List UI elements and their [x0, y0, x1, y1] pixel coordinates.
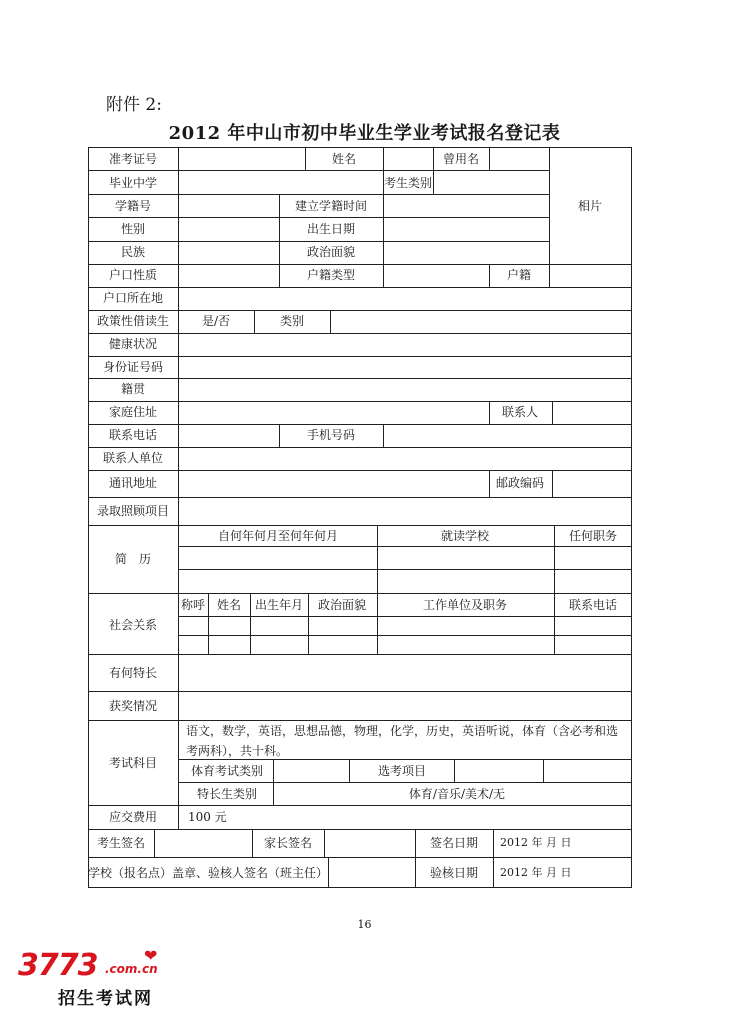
grid-line — [415, 857, 416, 888]
grid-line — [88, 447, 632, 448]
grid-line — [330, 310, 331, 333]
label-social: 社会关系 — [108, 618, 158, 632]
label-sign-date: 签名日期 — [429, 836, 479, 850]
label-health: 健康状况 — [108, 337, 158, 351]
label-political-status: 政治面貌 — [306, 245, 356, 259]
grid-line — [349, 759, 350, 782]
col-relation: 称呼 — [180, 598, 206, 612]
col-political: 政治面貌 — [317, 598, 367, 612]
label-birth-date: 出生日期 — [306, 222, 356, 236]
grid-line — [88, 525, 632, 526]
label-postal-code: 邮政编码 — [495, 476, 545, 490]
grid-line — [88, 333, 632, 334]
grid-line — [88, 401, 632, 402]
grid-line — [154, 829, 155, 857]
grid-line — [489, 470, 490, 497]
grid-line — [493, 829, 494, 857]
grid-line — [273, 782, 274, 805]
grid-line — [549, 147, 550, 264]
grid-line — [88, 470, 632, 471]
attachment-label: 附件 2: — [106, 95, 162, 115]
col-birth: 出生年月 — [254, 598, 304, 612]
grid-line — [88, 424, 632, 425]
grid-line — [549, 264, 550, 287]
grid-line — [454, 759, 455, 782]
heart-icon: ❤ — [144, 946, 158, 965]
form-border — [88, 147, 632, 888]
label-resume-school: 就读学校 — [440, 529, 490, 543]
watermark-tagline: 招生考试网 — [58, 989, 153, 1009]
special-options: 体育/音乐/美术/无 — [408, 787, 506, 801]
label-yes-no: 是/否 — [201, 314, 231, 328]
grid-line — [273, 759, 274, 782]
grid-line — [88, 194, 549, 195]
grid-line — [178, 147, 179, 829]
grid-line — [88, 310, 632, 311]
grid-line — [554, 525, 555, 593]
watermark-number: 3773 — [18, 948, 98, 983]
registration-form — [88, 147, 632, 888]
grid-line — [88, 829, 632, 830]
label-elective: 选考项目 — [377, 764, 427, 778]
grid-line — [489, 401, 490, 424]
col-work: 工作单位及职务 — [422, 598, 508, 612]
label-hukou-location: 户口所在地 — [102, 291, 164, 305]
label-resume-position: 任何职务 — [568, 529, 618, 543]
label-former-name: 曾用名 — [442, 152, 480, 166]
grid-line — [383, 194, 384, 264]
page-number: 16 — [357, 918, 372, 931]
grid-line — [383, 147, 384, 170]
label-ethnicity: 民族 — [120, 245, 146, 259]
label-mobile: 手机号码 — [306, 428, 356, 442]
grid-line — [88, 287, 632, 288]
label-phone: 联系电话 — [108, 428, 158, 442]
label-contact-unit: 联系人单位 — [102, 451, 164, 465]
label-resume-period: 自何年何月至何年何月 — [217, 529, 339, 543]
grid-line — [208, 593, 209, 654]
grid-line — [178, 635, 632, 636]
grid-line — [433, 147, 434, 170]
label-admission-care: 录取照顾项目 — [96, 504, 170, 518]
grid-line — [88, 691, 632, 692]
label-id-number: 身份证号码 — [102, 360, 164, 374]
label-home-address: 家庭住址 — [108, 405, 158, 419]
grid-line — [88, 805, 632, 806]
grid-line — [493, 857, 494, 888]
subjects-text: 语文，数学，英语，思想品德，物理，化学，历史，英语听说，体育（含必考和选考两科），共十科。 — [186, 724, 619, 758]
label-enroll-time: 建立学籍时间 — [294, 199, 368, 213]
grid-line — [324, 829, 325, 857]
label-gender: 性别 — [120, 222, 146, 236]
label-fee: 应交费用 — [108, 810, 158, 824]
label-candidate-signature: 考生签名 — [96, 836, 146, 850]
grid-line — [88, 593, 632, 594]
label-awards: 获奖情况 — [108, 699, 158, 713]
label-graduated-school: 毕业中学 — [108, 176, 158, 190]
review-date-value: 2012 年 月 日 — [500, 866, 572, 879]
grid-line — [279, 424, 280, 447]
watermark-logo — [18, 948, 188, 1008]
label-hukou: 户籍 — [506, 268, 532, 282]
label-contact-person: 联系人 — [501, 405, 539, 419]
sign-date-value: 2012 年 月 日 — [500, 836, 572, 849]
grid-line — [88, 241, 549, 242]
grid-line — [433, 170, 434, 194]
grid-line — [88, 170, 549, 171]
label-native-place: 籍贯 — [120, 382, 146, 396]
label-mail-address: 通讯地址 — [108, 476, 158, 490]
label-parent-signature: 家长签名 — [263, 836, 313, 850]
grid-line — [252, 829, 253, 857]
grid-line — [489, 147, 490, 170]
label-hukou-type: 户籍类型 — [306, 268, 356, 282]
grid-line — [178, 782, 632, 783]
label-name: 姓名 — [331, 152, 357, 166]
grid-line — [552, 401, 553, 424]
grid-line — [415, 829, 416, 857]
grid-line — [88, 378, 632, 379]
grid-line — [88, 857, 632, 858]
grid-line — [305, 147, 306, 170]
label-resume: 简 历 — [114, 552, 152, 566]
label-policy-borrow: 政策性借读生 — [96, 314, 170, 328]
grid-line — [383, 424, 384, 447]
grid-line — [554, 593, 555, 654]
fee-amount: 100 元 — [188, 810, 227, 824]
col-phone: 联系电话 — [568, 598, 618, 612]
grid-line — [88, 264, 632, 265]
grid-line — [88, 217, 549, 218]
grid-line — [88, 654, 632, 655]
grid-line — [377, 525, 378, 593]
col-name: 姓名 — [216, 598, 242, 612]
form-title: 2012 年中山市初中毕业生学业考试报名登记表 — [168, 123, 561, 144]
grid-line — [328, 857, 329, 888]
label-student-id: 学籍号 — [114, 199, 152, 213]
grid-line — [383, 264, 384, 287]
grid-line — [178, 569, 632, 570]
grid-line — [250, 593, 251, 654]
grid-line — [552, 470, 553, 497]
grid-line — [489, 264, 490, 287]
label-hukou-nature: 户口性质 — [108, 268, 158, 282]
label-admission-no: 准考证号 — [108, 152, 158, 166]
label-pe-category: 体育考试类别 — [190, 764, 264, 778]
grid-line — [254, 310, 255, 333]
grid-line — [178, 616, 632, 617]
grid-line — [279, 264, 280, 287]
label-special-category: 特长生类别 — [196, 787, 258, 801]
label-reviewer: 学校（报名点）盖章、验核人签名（班主任） — [87, 866, 329, 880]
label-candidate-category: 考生类别 — [383, 176, 433, 190]
grid-line — [377, 593, 378, 654]
grid-line — [178, 546, 632, 547]
label-exam-subjects: 考试科目 — [108, 756, 158, 770]
grid-line — [88, 497, 632, 498]
grid-line — [279, 194, 280, 264]
grid-line — [543, 759, 544, 782]
label-photo: 相片 — [577, 199, 603, 213]
grid-line — [88, 356, 632, 357]
label-review-date: 验核日期 — [429, 866, 479, 880]
grid-line — [308, 593, 309, 654]
label-specialty: 有何特长 — [108, 666, 158, 680]
watermark-domain: .com.cn — [105, 962, 158, 976]
label-category: 类别 — [279, 314, 305, 328]
